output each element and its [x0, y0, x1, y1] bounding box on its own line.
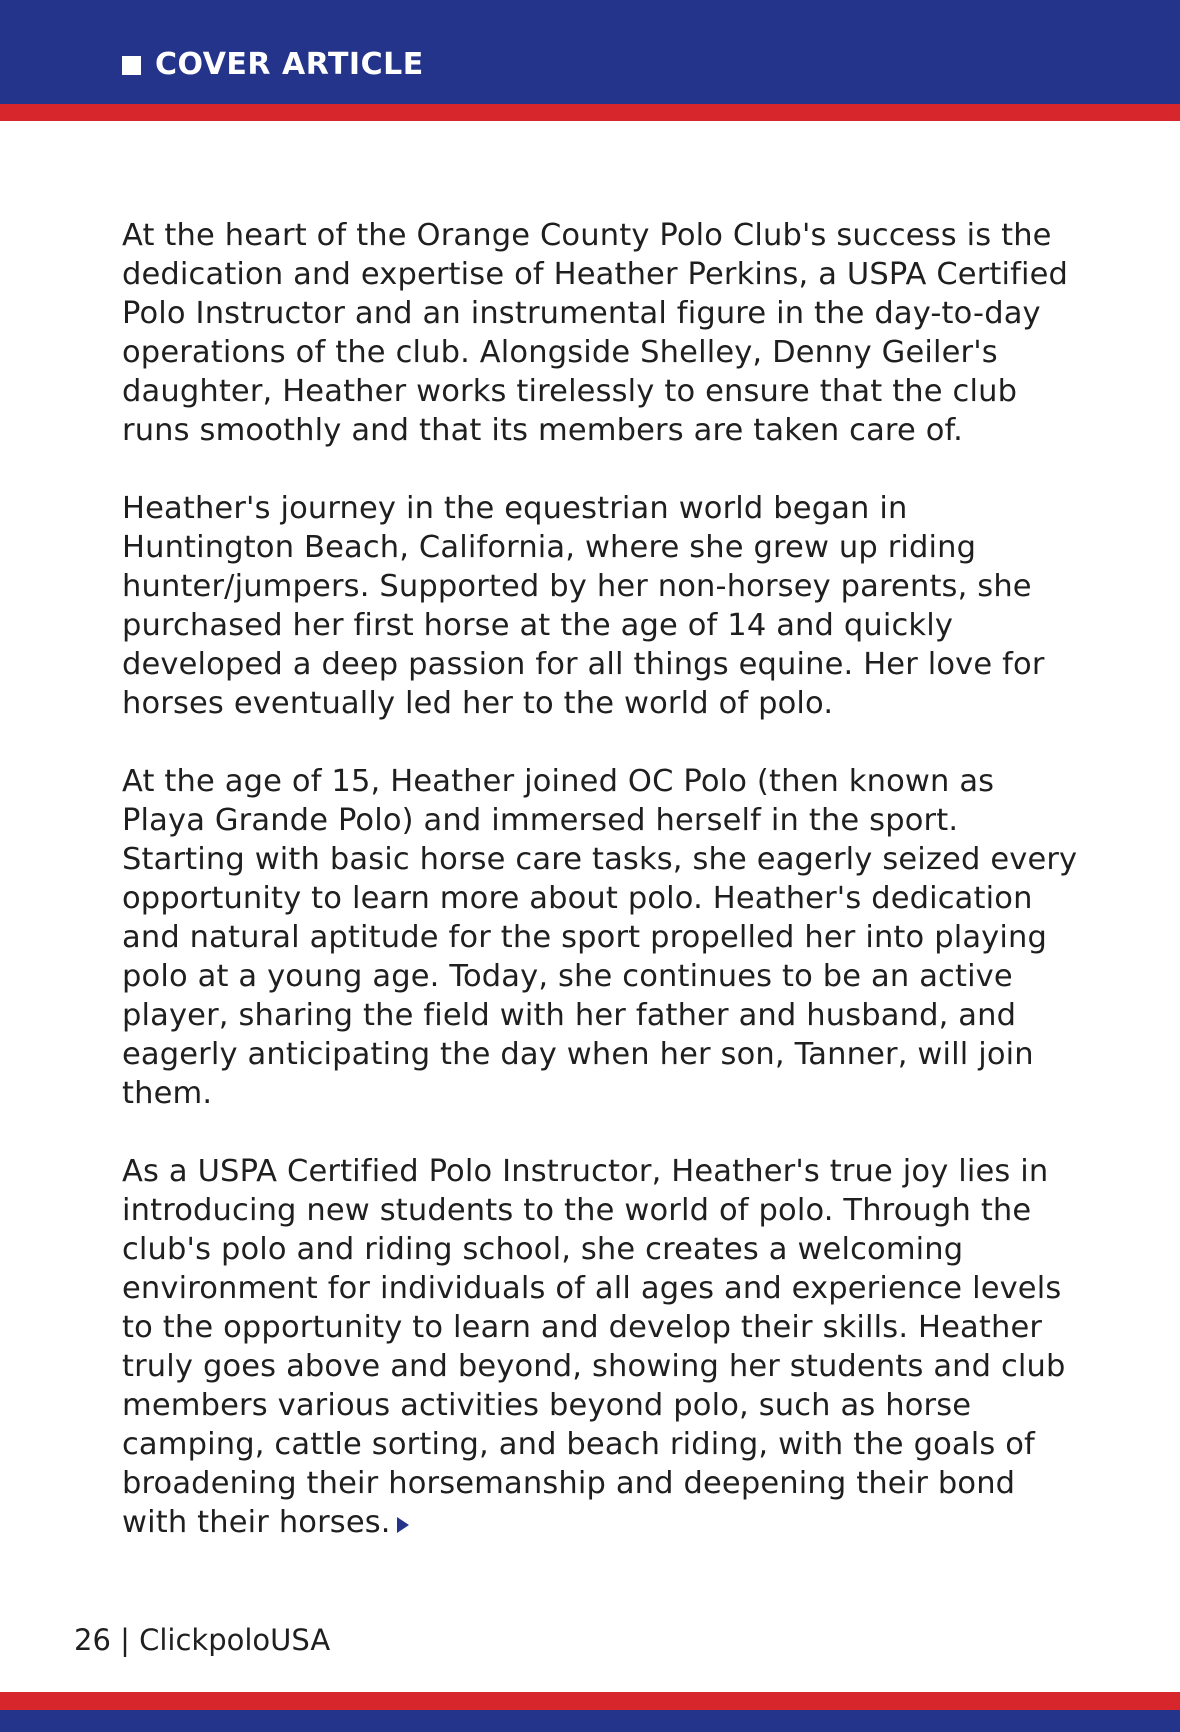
footer-red-stripe	[0, 1692, 1180, 1710]
footer-band	[0, 1710, 1180, 1732]
article-paragraph-2: Heather's journey in the equestrian world began in Huntington Beach, California, where she grew up riding hunter/jumpers. Supported by her non-horsey parents, she purchased her first horse at the age of 14 and quickly developed a deep passion for all things equine. Her love for horses eventually led her to the world of polo.	[122, 491, 1045, 721]
article-paragraph-4-text: As a USPA Certified Polo Instructor, Heather's true joy lies in introducing new students to the world of polo. Through the club's polo and riding school, she creates a welcoming environment for individuals of all ages and experience levels to the opportunity to learn and develop their skills. Heather truly goes above and beyond, showing her students and club members various activities beyond polo, such as horse camping, cattle sorting, and beach riding, with the goals of broadening their horsemanship and deepening their bond with their horses.	[122, 1154, 1066, 1540]
article-paragraph-3: At the age of 15, Heather joined OC Polo (then known as Playa Grande Polo) and immersed herself in the sport. Starting with basic horse care tasks, she eagerly seized every opportunity to learn more about polo. Heather's dedication and natural aptitude for the sport propelled her into playing polo at a young age. Today, she continues to be an active player, sharing the field with her father and husband, and eagerly anticipating the day when her son, Tanner, will join them.	[122, 764, 1078, 1111]
square-bullet-icon	[122, 56, 141, 75]
continue-arrow-icon	[397, 1517, 409, 1533]
page-footer: 26 | ClickpoloUSA	[74, 1623, 331, 1657]
header-red-stripe	[0, 104, 1180, 121]
section-label	[122, 47, 424, 82]
section-label-text: COVER ARTICLE	[155, 47, 424, 82]
article-paragraph-4	[122, 1152, 1082, 1542]
article-paragraph-1: At the heart of the Orange County Polo Club's success is the dedication and expertise of Heather Perkins, a USPA Certified Polo Instructor and an instrumental figure in the day-to-day operations of the club. Alongside Shelley, Denny Geiler's daughter, Heather works tirelessly to ensure that the club runs smoothly and that its members are taken care of.	[122, 218, 1069, 448]
article-body	[122, 216, 1082, 1542]
